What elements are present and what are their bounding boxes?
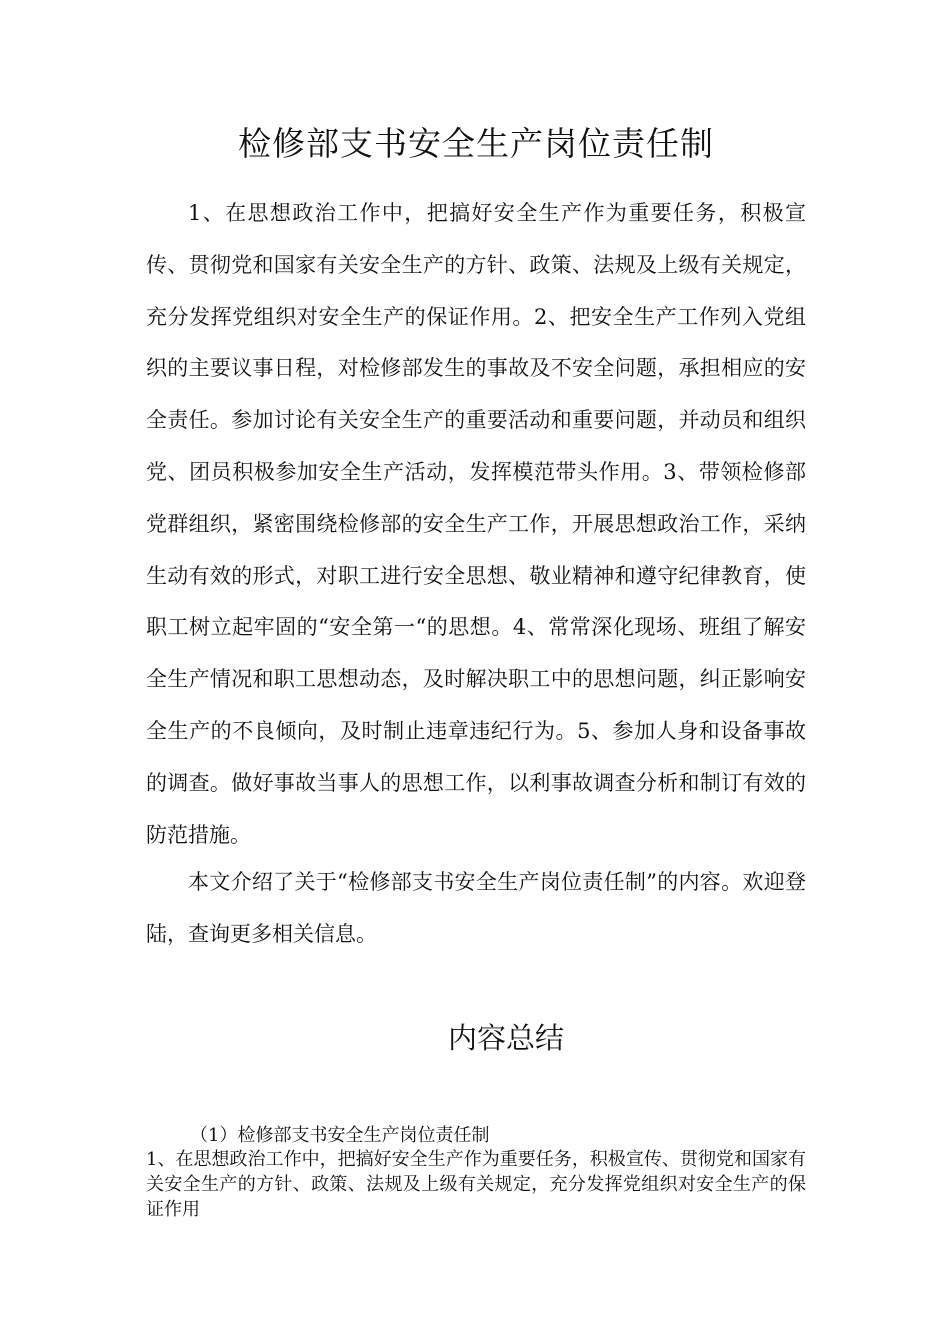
summary-item-title: （1）检修部支书安全生产岗位责任制 — [190, 1125, 490, 1146]
summary-item-text: 1、在思想政治工作中，把搞好安全生产作为重要任务，积极宣传、贯彻党和国家有关安全生产的方针、政策、法规及上级有关规定，充分发挥党组织对安全生产的保证作用 — [146, 1149, 806, 1220]
body-paragraph-duties: 1、在思想政治工作中，把搞好安全生产作为重要任务，积极宣传、贯彻党和国家有关安全生产的方针、政策、法规及上级有关规定，充分发挥党组织对安全生产的保证作用。2、把安全生产工作列入党组织的主要议事日程，对检修部发生的事故及不安全问题，承担相应的安全责任。参加讨论有关安全生产的重要活动和重要问题，并动员和组织党、团员积极参加安全生产活动，发挥模范带头作用。3、带领检修部党群组织，紧密围绕检修部的安全生产工作，开展思想政治工作，采纳生动有效的形式，对职工进行安全思想、敬业精神和遵守纪律教育，使职工树立起牢固的“安全第一“的思想。4、常常深化现场、班组了解安全生产情况和职工思想动态，及时解决职工中的思想问题，纠正影响安全生产的不良倾向，及时制止违章违纪行为。5、参加人身和设备事故的调查。做好事故当事人的思想工作，以利事故调查分析和制订有效的防范措施。 — [146, 201, 806, 847]
summary-heading: 内容总结 — [447, 1021, 564, 1055]
body-paragraph-intro: 本文介绍了关于“检修部支书安全生产岗位责任制”的内容。欢迎登陆，查询更多相关信息。 — [146, 870, 806, 946]
document-title: 检修部支书安全生产岗位责任制 — [238, 124, 714, 163]
